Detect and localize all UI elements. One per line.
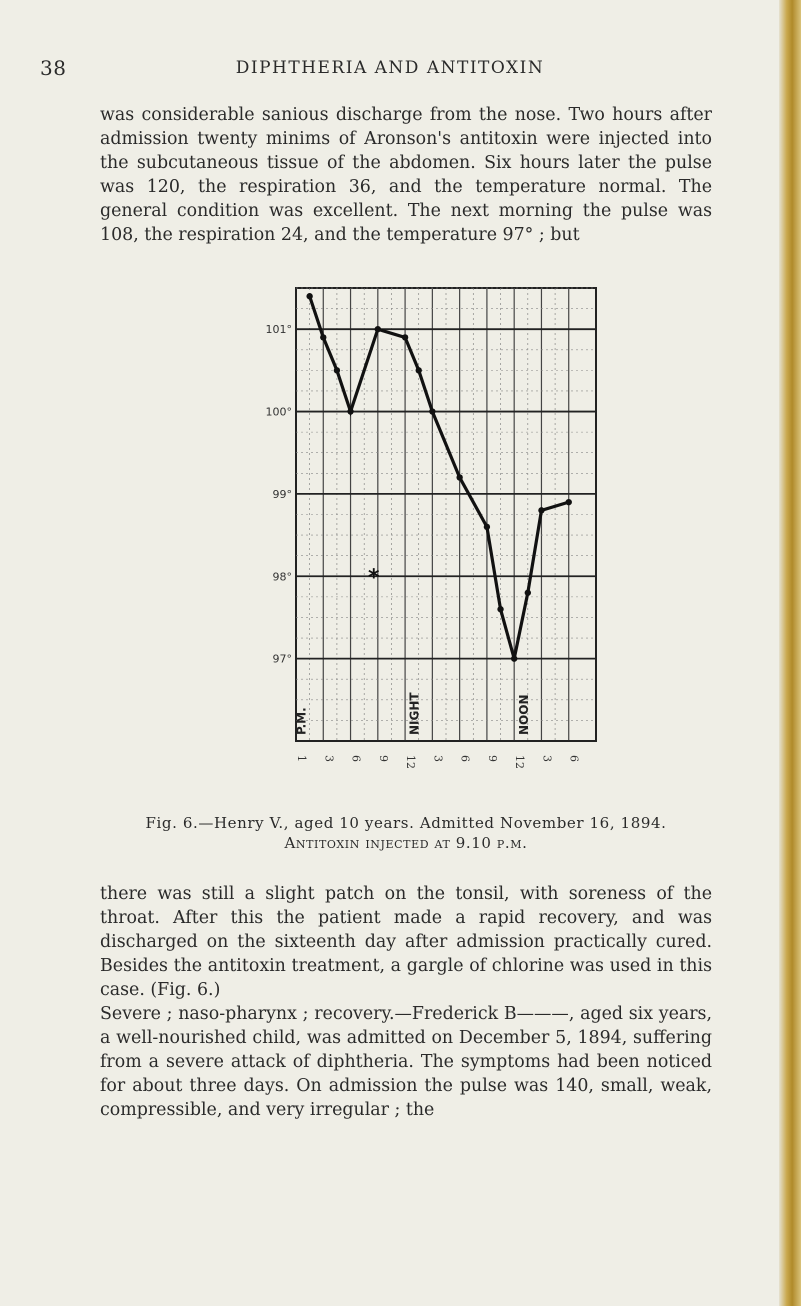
x-tick-label: 3 bbox=[540, 755, 554, 762]
temperature-point bbox=[320, 334, 326, 340]
injection-marker: * bbox=[367, 565, 380, 591]
x-tick-label: 6 bbox=[349, 755, 363, 762]
x-tick-label: 3 bbox=[322, 755, 336, 762]
temperature-point bbox=[334, 367, 340, 373]
x-tick-label: 1 bbox=[295, 755, 308, 762]
paragraph: was considerable sanious discharge from the nose. Two hours after admission twenty minims of Aronson's antitoxin were injected into the subcutaneous tissue of the abdomen. Six hours later the pulse was 120, the respiration 36, and the temperature normal. The general condition was excellent. The next morning the pulse was 108, the respiration 24, and the temperature 97° ; but bbox=[100, 105, 712, 245]
period-label: P.M. bbox=[294, 707, 309, 735]
period-label: NIGHT bbox=[407, 692, 422, 735]
x-tick-label: 12 bbox=[513, 755, 527, 769]
paragraph: there was still a slight patch on the tonsil, with soreness of the throat. After this the patient made a rapid recovery, and was discharged on the sixteenth day after admission practically cured. Besides the antitoxin treatment, a gargle of chlorine was used in this case. (Fig. 6.) bbox=[100, 884, 712, 1000]
y-tick-label: 98° bbox=[272, 570, 292, 584]
y-tick-label: 101° bbox=[265, 323, 292, 337]
running-title: DIPHTHERIA AND ANTITOXIN bbox=[235, 58, 545, 78]
x-tick-label: 6 bbox=[567, 755, 581, 762]
x-tick-label: 6 bbox=[458, 755, 472, 762]
y-tick-label: 100° bbox=[265, 405, 292, 419]
temperature-point bbox=[347, 408, 353, 414]
period-label: NOON bbox=[516, 694, 531, 735]
temperature-point bbox=[497, 606, 503, 612]
caption-line-1: Fig. 6.—Henry V., aged 10 years. Admitted November 16, 1894. bbox=[145, 814, 667, 832]
temperature-chart bbox=[240, 278, 610, 798]
temperature-point bbox=[525, 590, 531, 596]
temperature-point bbox=[306, 293, 312, 299]
temperature-point bbox=[511, 655, 517, 661]
temperature-point bbox=[416, 367, 422, 373]
page-header bbox=[40, 56, 740, 86]
y-tick-label: 99° bbox=[272, 487, 292, 501]
chart-svg bbox=[240, 278, 610, 798]
page-number: 38 bbox=[40, 56, 67, 80]
x-tick-label: 9 bbox=[485, 755, 499, 762]
x-tick-label: 3 bbox=[431, 755, 445, 762]
x-tick-label: 9 bbox=[376, 755, 390, 762]
temperature-point bbox=[538, 507, 544, 513]
temperature-line bbox=[310, 296, 569, 658]
temperature-point bbox=[429, 408, 435, 414]
body-text-top bbox=[100, 103, 712, 247]
paragraph: Severe ; naso-pharynx ; recovery.—Frederick B———, aged six years, a well-nourished child, was admitted on December 5, 1894, suffering from a severe attack of diphtheria. The symptoms had been noticed for about three days. On admission the pulse was 140, small, weak, compressible, and very irregular ; the bbox=[100, 1004, 712, 1120]
temperature-point bbox=[402, 334, 408, 340]
figure-caption bbox=[100, 813, 712, 853]
caption-line-2: Antitoxin injected at 9.10 p.m. bbox=[284, 834, 528, 852]
body-text-bottom bbox=[100, 882, 712, 1122]
temperature-point bbox=[375, 326, 381, 332]
temperature-point bbox=[456, 474, 462, 480]
temperature-point bbox=[484, 524, 490, 530]
temperature-point bbox=[566, 499, 572, 505]
y-tick-label: 97° bbox=[272, 652, 292, 666]
x-tick-label: 12 bbox=[404, 755, 418, 769]
page-edge-binding bbox=[779, 0, 801, 1306]
